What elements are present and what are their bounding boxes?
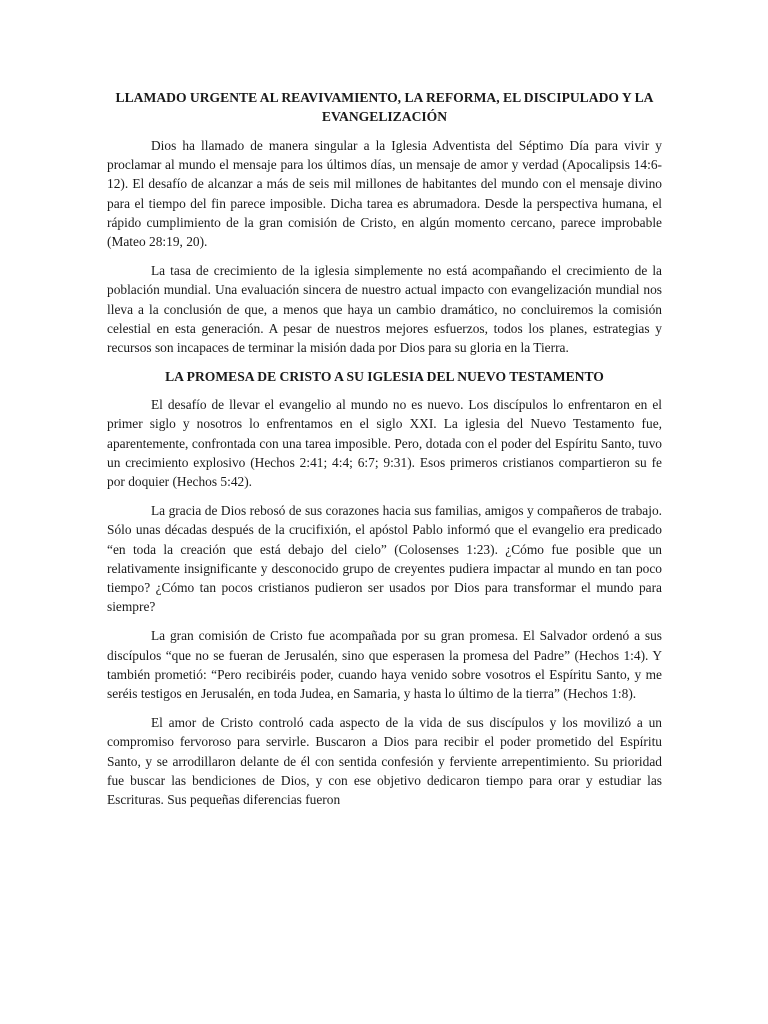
document-page	[107, 88, 662, 819]
paragraph: La gracia de Dios rebosó de sus corazones hacia sus familias, amigos y compañeros de trabajo. Sólo unas décadas después de la crucifixión, el apóstol Pablo informó que el evangelio era predicado “en toda la creación que está debajo del cielo” (Colosenses 1:23). ¿Cómo fue posible que un relativamente insignificante y desconocido grupo de creyentes pudiera impactar al mundo en tan poco tiempo? ¿Cómo tan pocos cristianos pudieron ser usados por Dios para transformar el mundo para siempre?	[107, 503, 662, 615]
paragraph: El desafío de llevar el evangelio al mundo no es nuevo. Los discípulos lo enfrentaron en el primer siglo y nosotros lo enfrentamos en el siglo XXI. La iglesia del Nuevo Testamento fue, aparentemente, confrontada con una tarea imposible. Pero, dotada con el poder del Espíritu Santo, tuvo un crecimiento explosivo (Hechos 2:41; 4:4; 6:7; 9:31). Esos primeros cristianos compartieron su fe por doquier (Hechos 5:42).	[107, 397, 662, 490]
section-title: LA PROMESA DE CRISTO A SU IGLESIA DEL NUEVO TESTAMENTO	[165, 369, 604, 385]
paragraph: La gran comisión de Cristo fue acompañada por su gran promesa. El Salvador ordenó a sus discípulos “que no se fueran de Jerusalén, sino que esperasen la promesa del Padre” (Hechos 1:4). Y también prometió: “Pero recibiréis poder, cuando haya venido sobre vosotros el Espíritu Santo, y me seréis testigos en Jerusalén, en toda Judea, en Samaria, y hasta lo último de la tierra” (Hechos 1:8).	[107, 628, 662, 702]
document-title: LLAMADO URGENTE AL REAVIVAMIENTO, LA REFORMA, EL DISCIPULADO Y LA EVANGELIZACIÓN	[115, 90, 654, 124]
paragraph: La tasa de crecimiento de la iglesia simplemente no está acompañando el crecimiento de la población mundial. Una evaluación sincera de nuestro actual impacto con evangelización mundial nos lleva a la conclusión de que, a menos que haya un cambio dramático, no concluiremos la comisión celestial en esta generación. A pesar de nuestros mejores esfuerzos, todos los planes, estrategias y recursos son incapaces de terminar la misión dada por Dios para su gloria en la Tierra.	[107, 263, 662, 356]
paragraph: Dios ha llamado de manera singular a la Iglesia Adventista del Séptimo Día para vivir y proclamar al mundo el mensaje para los últimos días, un mensaje de amor y verdad (Apocalipsis 14:6-12). El desafío de alcanzar a más de seis mil millones de habitantes del mundo con el mensaje divino para el tiempo del fin parece imposible. Dicha tarea es abrumadora. Desde la perspectiva humana, el rápido cumplimiento de la gran comisión de Cristo, en algún momento cercano, parece improbable (Mateo 28:19, 20).	[107, 138, 662, 250]
paragraph: El amor de Cristo controló cada aspecto de la vida de sus discípulos y los movilizó a un compromiso fervoroso para servirle. Buscaron a Dios para recibir el poder prometido del Espíritu Santo, y se arrodillaron delante de él con sentida confesión y ferviente arrepentimiento. Su prioridad fue buscar las bendiciones de Dios, y con ese objetivo dedicaron tiempo para orar y estudiar las Escrituras. Sus pequeñas diferencias fueron	[107, 715, 662, 808]
